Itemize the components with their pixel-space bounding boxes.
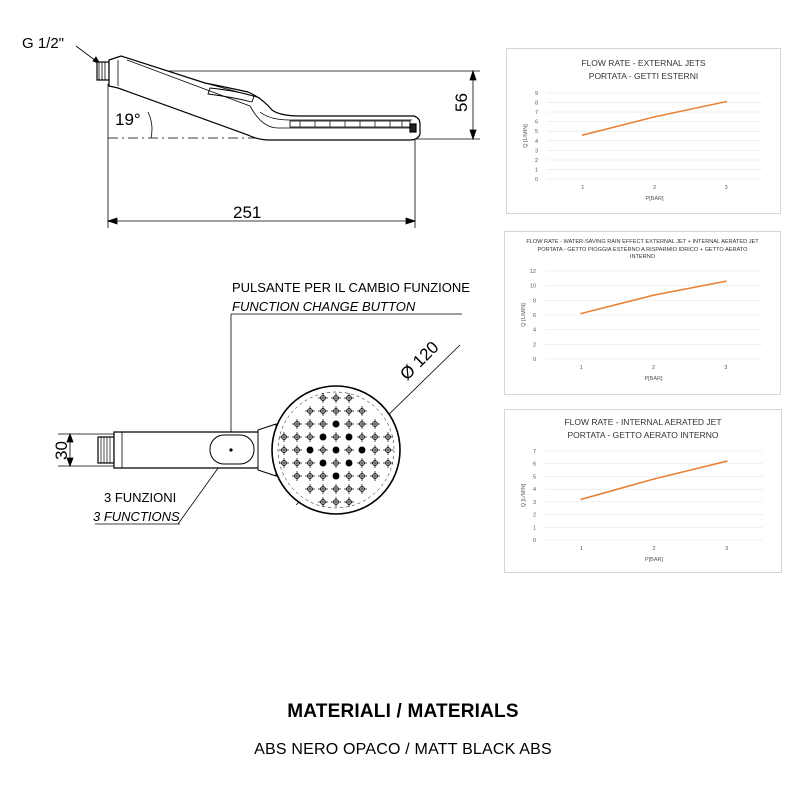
y-tick-label: 6 xyxy=(534,119,538,126)
y-tick-label: 2 xyxy=(532,342,536,349)
chart-panel-internal-aerated-jet xyxy=(504,409,782,573)
materials-title: MATERIALI / MATERIALS xyxy=(287,701,519,722)
nozzle xyxy=(359,447,365,453)
nozzle xyxy=(346,460,352,466)
chart-subtitle: PORTATA - GETTO PIOGGIA ESTERNO A RISPARMIO IDRICO + GETTO AERATO INTERNO xyxy=(537,247,748,260)
x-axis-label: P[BAR] xyxy=(644,557,664,563)
nozzle xyxy=(333,421,339,427)
nozzle xyxy=(320,434,326,440)
functions-label-italian: 3 FUNZIONI xyxy=(104,490,177,505)
y-tick-label: 1 xyxy=(532,525,536,532)
series-line xyxy=(581,281,726,313)
y-tick-label: 6 xyxy=(532,461,536,468)
chart-panel-combined-jets xyxy=(504,231,781,395)
chart-subtitle: PORTATA - GETTO AERATO INTERNO xyxy=(567,430,719,440)
x-axis-label: P[BAR] xyxy=(644,376,663,382)
y-tick-label: 3 xyxy=(532,499,536,506)
y-tick-label: 5 xyxy=(534,129,538,136)
y-tick-label: 2 xyxy=(534,157,538,164)
y-tick-label: 7 xyxy=(532,449,536,455)
nozzle xyxy=(333,473,339,479)
data-point xyxy=(726,460,728,462)
angle-dimension-label: 19° xyxy=(115,110,141,129)
chart-title: FLOW RATE - WATER-SAVING RAIN EFFECT EXTERNAL JET + INTERNAL AERATED JET xyxy=(526,239,759,245)
y-tick-label: 4 xyxy=(534,138,538,145)
x-axis-label: P[BAR] xyxy=(645,196,664,202)
y-tick-label: 3 xyxy=(534,148,538,155)
length-dimension-label: 251 xyxy=(233,203,262,222)
y-tick-label: 1 xyxy=(534,167,538,174)
nozzle xyxy=(346,434,352,440)
x-tick-label: 1 xyxy=(581,185,585,191)
chart-panel-external-jets xyxy=(506,48,781,214)
chart-combined-jets xyxy=(505,232,780,394)
width-dimension-label: 30 xyxy=(52,441,71,460)
data-point xyxy=(654,116,656,118)
nozzle xyxy=(333,447,339,453)
top-threaded-connector xyxy=(98,437,114,463)
y-tick-label: 4 xyxy=(532,487,536,494)
y-tick-label: 6 xyxy=(532,313,536,319)
data-point xyxy=(653,294,655,296)
data-point xyxy=(653,478,655,480)
functions-label-english: 3 FUNCTIONS xyxy=(93,509,180,524)
x-tick-label: 1 xyxy=(579,365,583,371)
chart-title: FLOW RATE - INTERNAL AERATED JET xyxy=(564,417,722,427)
materials-value: ABS NERO OPACO / MATT BLACK ABS xyxy=(254,741,552,758)
chart-subtitle: PORTATA - GETTI ESTERNI xyxy=(588,71,699,81)
data-point xyxy=(725,280,727,282)
y-tick-label: 0 xyxy=(532,538,536,544)
y-tick-label: 10 xyxy=(529,283,536,290)
data-point xyxy=(582,134,584,136)
diameter-dimension-label: Ø 120 xyxy=(396,337,443,384)
thread-label: G 1/2" xyxy=(22,35,65,52)
y-tick-label: 5 xyxy=(532,474,536,481)
data-point xyxy=(580,313,582,315)
series-line xyxy=(581,461,726,499)
height-dimension-label: 56 xyxy=(452,93,471,112)
x-tick-label: 1 xyxy=(579,546,583,552)
x-tick-label: 3 xyxy=(724,185,728,191)
button-label-italian: PULSANTE PER IL CAMBIO FUNZIONE xyxy=(232,280,470,295)
y-tick-label: 8 xyxy=(532,298,536,305)
y-axis-label: Q [L/MIN] xyxy=(521,303,527,327)
data-point xyxy=(725,101,727,103)
x-tick-label: 2 xyxy=(652,546,656,552)
chart-title: FLOW RATE - EXTERNAL JETS xyxy=(581,58,706,68)
y-tick-label: 4 xyxy=(532,327,536,334)
y-axis-label: Q [L/MIN] xyxy=(521,483,527,508)
y-tick-label: 0 xyxy=(534,177,538,183)
x-tick-label: 2 xyxy=(652,185,657,191)
y-axis-label: Q [L/MIN] xyxy=(523,124,529,148)
x-tick-label: 2 xyxy=(651,365,656,371)
series-line xyxy=(583,102,726,135)
y-tick-label: 9 xyxy=(534,91,538,97)
nozzle xyxy=(320,460,326,466)
chart-external-jets xyxy=(507,49,780,213)
x-tick-label: 3 xyxy=(724,365,728,371)
y-tick-label: 2 xyxy=(532,512,536,519)
x-tick-label: 3 xyxy=(725,546,729,552)
y-tick-label: 12 xyxy=(529,269,536,275)
chart-internal-aerated-jet xyxy=(505,410,781,572)
function-button-center xyxy=(229,448,232,451)
y-tick-label: 7 xyxy=(534,110,538,117)
button-label-english: FUNCTION CHANGE BUTTON xyxy=(232,299,416,314)
y-tick-label: 0 xyxy=(532,357,536,363)
nozzle xyxy=(307,447,313,453)
data-point xyxy=(580,498,582,500)
y-tick-label: 8 xyxy=(534,100,538,107)
